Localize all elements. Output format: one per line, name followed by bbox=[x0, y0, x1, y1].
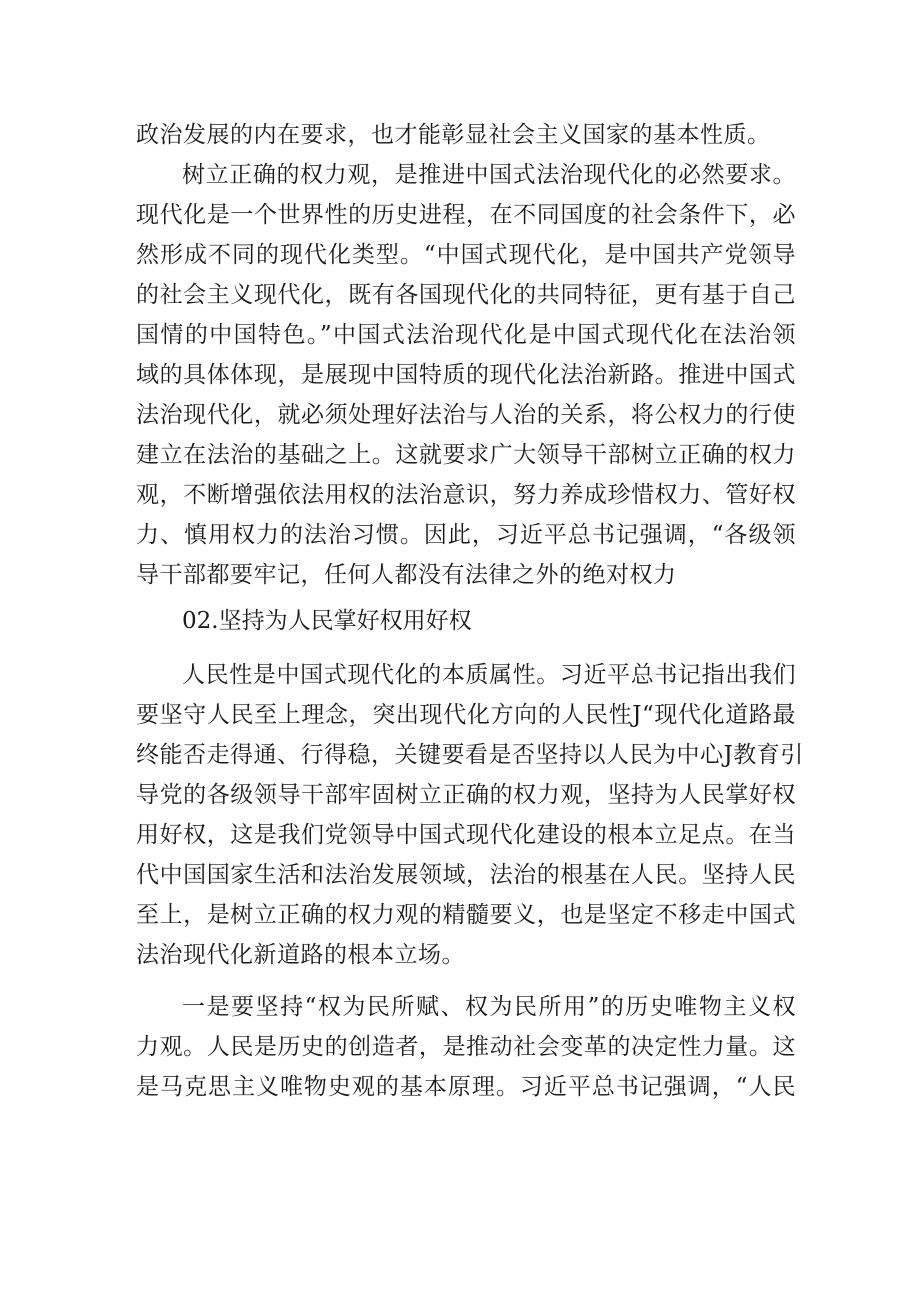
paragraph-line: 法治现代化新道路的根本立场。 bbox=[136, 942, 465, 968]
paragraph-line: 的社会主义现代化，既有各国现代化的共同特征，更有基于自己 bbox=[136, 282, 796, 308]
paragraph-line: 力观。人民是历史的创造者，是推动社会变革的决定性力量。这 bbox=[136, 1034, 796, 1060]
paragraph-line: 用好权，这是我们党领导中国式现代化建设的根本立足点。在当 bbox=[136, 822, 796, 848]
paragraph-line: 域的具体体现，是展现中国特质的现代化法治新路。推进中国式 bbox=[136, 362, 796, 388]
paragraph-line: 导党的各级领导干部牢固树立正确的权力观，坚持为人民掌好权 bbox=[136, 782, 796, 808]
paragraph-line: 人民性是中国式现代化的本质属性。习近平总书记指出我们 bbox=[182, 662, 796, 688]
paragraph-line: 国情的中国特色。”中国式法治现代化是中国式现代化在法治领 bbox=[136, 322, 796, 348]
paragraph-line: 政治发展的内在要求，也才能彰显社会主义国家的基本性质。 bbox=[136, 122, 771, 148]
paragraph-line: 建立在法治的基础之上。这就要求广大领导干部树立正确的权力 bbox=[136, 442, 796, 468]
paragraph-line: 一是要坚持“权为民所赋、权为民所用”的历史唯物主义权 bbox=[182, 994, 796, 1020]
paragraph-line: 是马克思主义唯物史观的基本原理。习近平总书记强调，“人民 bbox=[136, 1074, 796, 1100]
paragraph-line: 要坚守人民至上理念，突出现代化方向的人民性J“现代化道路最 bbox=[136, 702, 796, 728]
paragraph-line: 观，不断增强依法用权的法治意识，努力养成珍惜权力、管好权 bbox=[136, 482, 796, 508]
paragraph-line: 法治现代化，就必须处理好法治与人治的关系，将公权力的行使 bbox=[136, 402, 796, 428]
section-heading: 02.坚持为人民掌好权用好权 bbox=[182, 608, 472, 634]
paragraph-line: 代中国国家生活和法治发展领域，法治的根基在人民。坚持人民 bbox=[136, 862, 796, 888]
paragraph-line: 力、慎用权力的法治习惯。因此，习近平总书记强调，“各级领 bbox=[136, 522, 796, 548]
paragraph-line: 然形成不同的现代化类型。“中国式现代化，是中国共产党领导 bbox=[136, 242, 796, 268]
paragraph-line: 至上，是树立正确的权力观的精髓要义，也是坚定不移走中国式 bbox=[136, 902, 796, 928]
paragraph-line: 导干部都要牢记，任何人都没有法律之外的绝对权力 bbox=[136, 562, 677, 588]
paragraph-line: 现代化是一个世界性的历史进程，在不同国度的社会条件下，必 bbox=[136, 202, 796, 228]
paragraph-line: 树立正确的权力观，是推进中国式法治现代化的必然要求。 bbox=[182, 162, 796, 188]
paragraph-line: 终能否走得通、行得稳，关键要看是否坚持以人民为中心J教育引 bbox=[136, 742, 804, 768]
